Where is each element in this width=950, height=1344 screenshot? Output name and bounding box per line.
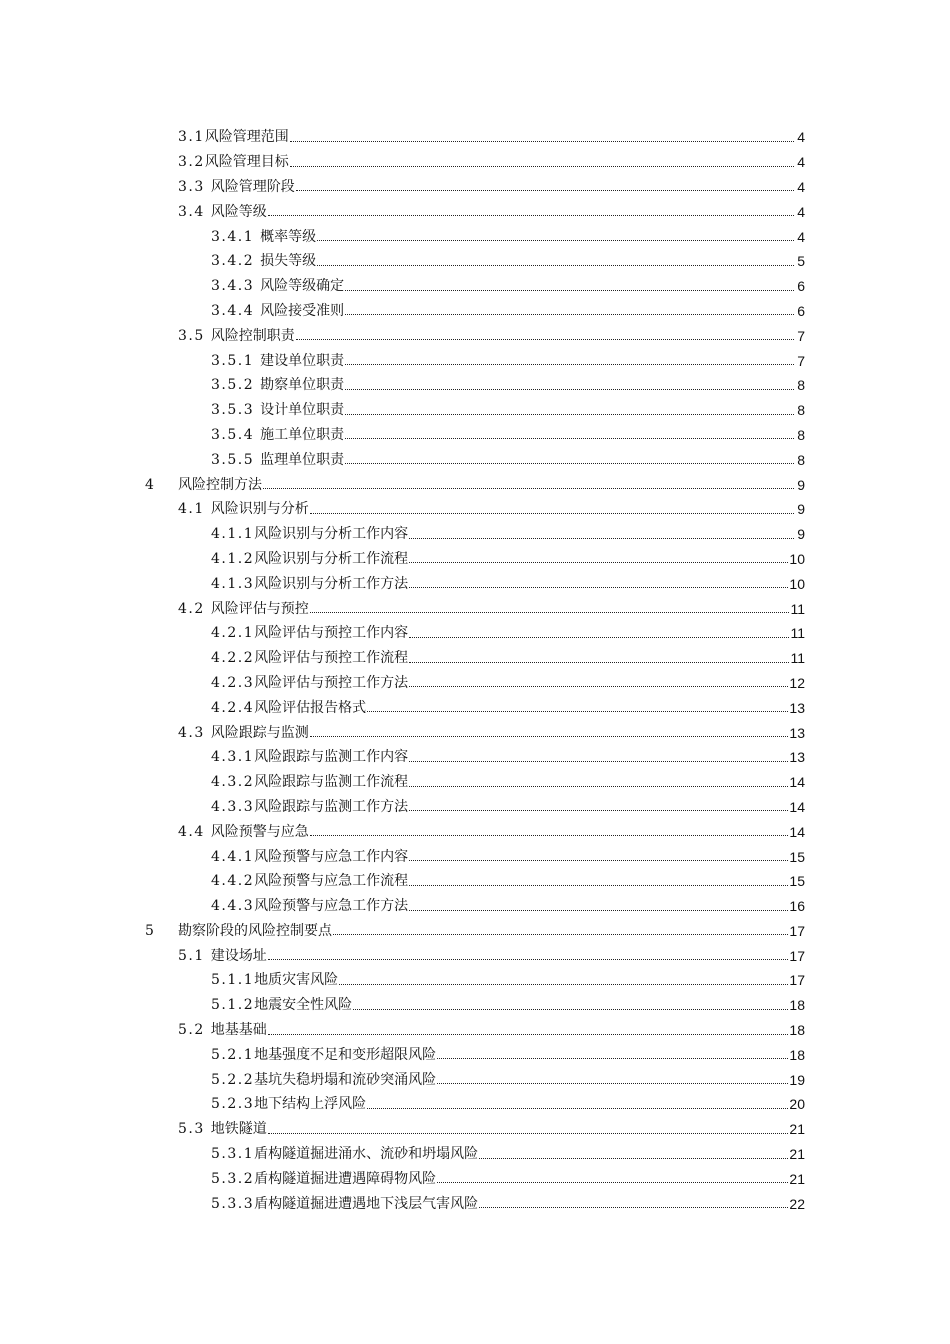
toc-entry-number: 3.5.2: [211, 377, 261, 394]
toc-entry-title: 地基基础: [210, 1022, 267, 1039]
toc-dot-leader: [409, 846, 788, 861]
toc-entry-title: 风险评估与预控工作流程: [254, 650, 409, 667]
toc-dot-leader: [263, 474, 794, 489]
toc-entry-page-number: 9: [797, 476, 805, 493]
toc-dot-leader: [345, 424, 794, 439]
toc-entry-number: 4.3.3: [211, 798, 255, 815]
toc-entry-title: 风险跟踪与监测工作内容: [254, 749, 409, 766]
toc-dot-leader: [310, 821, 789, 836]
toc-entry-title: 概率等级: [260, 228, 317, 245]
toc-entry-page-number: 4: [797, 228, 805, 245]
toc-dot-leader: [268, 201, 794, 216]
toc-dot-leader: [479, 1144, 788, 1159]
toc-dot-leader: [367, 697, 788, 712]
toc-dot-leader: [409, 772, 788, 787]
toc-entry[interactable]: [0, 1117, 950, 1142]
toc-entry-number: 3.4: [178, 203, 211, 220]
toc-dot-leader: [437, 1044, 788, 1059]
toc-dot-leader: [317, 251, 794, 266]
toc-entry-title: 勘察单位职责: [260, 377, 345, 394]
toc-entry-title: 设计单位职责: [260, 402, 345, 419]
toc-entry-page-number: 13: [789, 749, 805, 766]
toc-entry[interactable]: [0, 224, 950, 249]
toc-entry-title: 风险等级确定: [260, 278, 345, 295]
toc-entry[interactable]: [0, 299, 950, 324]
toc-entry-number: 4.3.1: [211, 749, 255, 766]
toc-entry-page-number: 11: [790, 625, 805, 642]
toc-entry-title: 损失等级: [260, 253, 317, 270]
toc-entry-page-number: 7: [797, 352, 805, 369]
toc-entry-number: 5.1.1: [211, 972, 255, 989]
toc-entry[interactable]: [0, 522, 950, 547]
toc-entry[interactable]: [0, 249, 950, 274]
toc-dot-leader: [310, 499, 794, 514]
toc-dot-leader: [345, 300, 794, 315]
toc-entry-number: 3.4.2: [211, 253, 261, 270]
toc-entry-title: 风险预警与应急工作方法: [254, 898, 409, 915]
toc-dot-leader: [479, 1193, 788, 1208]
toc-entry[interactable]: [0, 472, 950, 497]
toc-dot-leader: [409, 648, 789, 663]
toc-entry-number: 4.2.1: [211, 625, 255, 642]
toc-entry-number: 3.1: [178, 129, 205, 146]
toc-entry-title: 施工单位职责: [260, 426, 345, 443]
toc-entry-number: 5: [145, 922, 154, 939]
toc-dot-leader: [409, 672, 788, 687]
toc-dot-leader: [290, 127, 794, 142]
toc-entry-page-number: 14: [789, 823, 805, 840]
toc-entry[interactable]: [0, 745, 950, 770]
toc-entry-title: 地基强度不足和变形超限风险: [254, 1046, 437, 1063]
toc-entry-title: 地铁隧道: [210, 1121, 267, 1138]
toc-entry-page-number: 17: [789, 947, 805, 964]
toc-entry-number: 4.4.3: [211, 898, 255, 915]
toc-entry-page-number: 5: [797, 253, 805, 270]
toc-entry-number: 4.3: [178, 724, 211, 741]
toc-entry[interactable]: [0, 348, 950, 373]
toc-entry-page-number: 12: [789, 674, 805, 691]
toc-entry-number: 5.2.1: [211, 1046, 255, 1063]
toc-entry[interactable]: [0, 1166, 950, 1191]
toc-entry[interactable]: [0, 1042, 950, 1067]
toc-entry-page-number: 9: [797, 526, 805, 543]
toc-entry-page-number: 21: [789, 1170, 805, 1187]
toc-entry-number: 4.4.2: [211, 873, 255, 890]
toc-entry[interactable]: [0, 919, 950, 944]
toc-entry-number: 4.2: [178, 600, 211, 617]
toc-entry-title: 盾构隧道掘进涌水、流砂和坍塌风险: [254, 1146, 479, 1163]
toc-entry-title: 风险评估与预控工作方法: [254, 674, 409, 691]
toc-entry-title: 风险跟踪与监测: [210, 724, 309, 741]
toc-dot-leader: [345, 276, 794, 291]
toc-entry-page-number: 6: [797, 302, 805, 319]
toc-entry[interactable]: [0, 373, 950, 398]
toc-entry[interactable]: [0, 423, 950, 448]
toc-entry-page-number: 15: [789, 848, 805, 865]
toc-entry-number: 5.2.2: [211, 1071, 255, 1088]
toc-entry-page-number: 18: [789, 997, 805, 1014]
toc-entry-page-number: 4: [797, 203, 805, 220]
toc-entry-page-number: 22: [789, 1195, 805, 1212]
toc-entry[interactable]: [0, 993, 950, 1018]
toc-entry-page-number: 10: [789, 575, 805, 592]
toc-entry-page-number: 4: [797, 129, 805, 146]
toc-entry-number: 3.5.1: [211, 352, 261, 369]
toc-entry-page-number: 15: [789, 873, 805, 890]
toc-entry-page-number: 4: [797, 154, 805, 171]
toc-dot-leader: [339, 970, 788, 985]
toc-entry[interactable]: [0, 621, 950, 646]
toc-entry-title: 风险控制方法: [178, 476, 262, 493]
toc-entry[interactable]: [0, 497, 950, 522]
toc-entry-title: 风险识别与分析: [210, 501, 309, 518]
toc-entry[interactable]: [0, 1018, 950, 1043]
toc-dot-leader: [268, 1020, 789, 1035]
toc-entry-number: 4.2.3: [211, 674, 255, 691]
toc-dot-leader: [296, 325, 794, 340]
toc-entry-title: 风险识别与分析工作内容: [254, 526, 409, 543]
toc-entry-number: 3.5.5: [211, 451, 261, 468]
toc-entry-page-number: 14: [789, 798, 805, 815]
toc-dot-leader: [317, 226, 794, 241]
toc-dot-leader: [437, 1168, 788, 1183]
toc-entry-page-number: 21: [789, 1121, 805, 1138]
toc-dot-leader: [409, 871, 788, 886]
toc-entry[interactable]: [0, 844, 950, 869]
toc-entry-title: 地下结构上浮风险: [254, 1096, 367, 1113]
toc-entry-title: 风险等级: [210, 203, 267, 220]
toc-dot-leader: [345, 375, 794, 390]
toc-entry[interactable]: [0, 1191, 950, 1216]
toc-entry-number: 4.1: [178, 501, 211, 518]
toc-entry-page-number: 13: [789, 724, 805, 741]
toc-entry-page-number: 19: [789, 1071, 805, 1088]
toc-entry-title: 地质灾害风险: [254, 972, 339, 989]
toc-entry[interactable]: [0, 125, 950, 150]
toc-entry-number: 3.5.4: [211, 426, 261, 443]
toc-entry-page-number: 11: [790, 600, 805, 617]
toc-dot-leader: [409, 747, 788, 762]
toc-entry[interactable]: [0, 150, 950, 175]
toc-entry[interactable]: [0, 943, 950, 968]
toc-entry[interactable]: [0, 770, 950, 795]
toc-dot-leader: [345, 400, 794, 415]
toc-entry-title: 建设场址: [210, 947, 267, 964]
toc-entry-title: 风险管理目标: [204, 154, 289, 171]
toc-entry[interactable]: [0, 199, 950, 224]
toc-entry[interactable]: [0, 646, 950, 671]
toc-entry-title: 风险管理阶段: [210, 178, 295, 195]
toc-entry-number: 4.1.1: [211, 526, 255, 543]
toc-entry[interactable]: [0, 671, 950, 696]
toc-entry-page-number: 14: [789, 774, 805, 791]
toc-entry-title: 勘察阶段的风险控制要点: [178, 922, 332, 939]
toc-entry-number: 3.3: [178, 178, 211, 195]
toc-dot-leader: [409, 524, 794, 539]
toc-dot-leader: [268, 945, 789, 960]
toc-dot-leader: [409, 796, 788, 811]
toc-entry-page-number: 20: [789, 1096, 805, 1113]
toc-entry[interactable]: [0, 1067, 950, 1092]
toc-entry-title: 风险跟踪与监测工作方法: [254, 798, 409, 815]
toc-dot-leader: [290, 152, 794, 167]
toc-dot-leader: [296, 176, 794, 191]
toc-entry-number: 4.1.3: [211, 575, 255, 592]
toc-entry-number: 4.2.2: [211, 650, 255, 667]
toc-entry-page-number: 16: [789, 898, 805, 915]
toc-entry-page-number: 8: [797, 426, 805, 443]
toc-entry-number: 4.3.2: [211, 774, 255, 791]
toc-dot-leader: [437, 1069, 788, 1084]
toc-entry-title: 风险跟踪与监测工作流程: [254, 774, 409, 791]
toc-entry-title: 风险评估与预控: [210, 600, 309, 617]
toc-entry-title: 风险控制职责: [210, 327, 295, 344]
toc-entry[interactable]: [0, 1142, 950, 1167]
toc-entry-number: 3.4.1: [211, 228, 261, 245]
toc-entry-title: 风险接受准则: [260, 302, 345, 319]
toc-entry-number: 3.4.4: [211, 302, 261, 319]
toc-entry-title: 风险管理范围: [204, 129, 289, 146]
toc-entry-title: 盾构隧道掘进遭遇地下浅层气害风险: [254, 1195, 479, 1212]
toc-entry-page-number: 9: [797, 501, 805, 518]
toc-dot-leader: [409, 573, 788, 588]
toc-entry-number: 5.2: [178, 1022, 211, 1039]
toc-dot-leader: [268, 1119, 789, 1134]
toc-entry[interactable]: [0, 596, 950, 621]
toc-entry-number: 4.2.4: [211, 699, 255, 716]
toc-dot-leader: [310, 598, 790, 613]
table-of-contents: [0, 125, 950, 1216]
toc-entry-title: 监理单位职责: [260, 451, 345, 468]
toc-entry[interactable]: [0, 968, 950, 993]
toc-entry[interactable]: [0, 274, 950, 299]
toc-entry[interactable]: [0, 447, 950, 472]
toc-entry-number: 5.2.3: [211, 1096, 255, 1113]
toc-entry-number: 5.1.2: [211, 997, 255, 1014]
toc-entry-number: 5.1: [178, 947, 211, 964]
toc-entry-number: 5.3: [178, 1121, 211, 1138]
toc-dot-leader: [345, 350, 794, 365]
toc-dot-leader: [409, 623, 789, 638]
toc-entry-number: 4.1.2: [211, 550, 255, 567]
toc-entry-page-number: 13: [789, 699, 805, 716]
toc-entry-page-number: 21: [789, 1146, 805, 1163]
toc-entry-number: 4.4: [178, 823, 211, 840]
toc-entry-page-number: 8: [797, 402, 805, 419]
toc-entry[interactable]: [0, 175, 950, 200]
toc-entry-title: 基坑失稳坍塌和流砂突涌风险: [254, 1071, 437, 1088]
toc-entry-title: 建设单位职责: [260, 352, 345, 369]
toc-entry-page-number: 17: [789, 972, 805, 989]
toc-entry-title: 地震安全性风险: [254, 997, 353, 1014]
toc-entry[interactable]: [0, 571, 950, 596]
toc-entry-title: 风险识别与分析工作方法: [254, 575, 409, 592]
toc-entry[interactable]: [0, 795, 950, 820]
toc-entry-number: 5.3.1: [211, 1146, 255, 1163]
toc-entry-number: 3.4.3: [211, 278, 261, 295]
toc-dot-leader: [409, 548, 788, 563]
toc-dot-leader: [345, 449, 794, 464]
toc-entry-title: 风险预警与应急: [210, 823, 309, 840]
toc-dot-leader: [367, 1094, 788, 1109]
toc-entry[interactable]: [0, 894, 950, 919]
toc-entry-page-number: 18: [789, 1022, 805, 1039]
toc-entry-title: 风险评估与预控工作内容: [254, 625, 409, 642]
toc-entry[interactable]: [0, 547, 950, 572]
toc-entry[interactable]: [0, 819, 950, 844]
toc-entry-number: 3.5.3: [211, 402, 261, 419]
toc-entry-page-number: 8: [797, 377, 805, 394]
toc-entry-number: 3.5: [178, 327, 211, 344]
toc-entry-title: 盾构隧道掘进遭遇障碍物风险: [254, 1170, 437, 1187]
toc-entry[interactable]: [0, 323, 950, 348]
toc-entry-title: 风险识别与分析工作流程: [254, 550, 409, 567]
toc-dot-leader: [409, 896, 788, 911]
toc-entry-page-number: 7: [797, 327, 805, 344]
toc-entry-page-number: 4: [797, 178, 805, 195]
toc-entry-number: 4: [145, 476, 154, 493]
toc-dot-leader: [310, 722, 789, 737]
toc-entry-page-number: 17: [789, 922, 805, 939]
toc-entry-page-number: 18: [789, 1046, 805, 1063]
toc-entry-number: 5.3.2: [211, 1170, 255, 1187]
toc-entry-page-number: 11: [790, 650, 805, 667]
toc-dot-leader: [353, 995, 788, 1010]
toc-entry[interactable]: [0, 869, 950, 894]
toc-entry[interactable]: [0, 1092, 950, 1117]
toc-entry-title: 风险预警与应急工作流程: [254, 873, 409, 890]
toc-entry-title: 风险评估报告格式: [254, 699, 367, 716]
toc-entry-page-number: 10: [789, 550, 805, 567]
toc-entry-number: 4.4.1: [211, 848, 255, 865]
toc-entry-number: 5.3.3: [211, 1195, 255, 1212]
toc-entry-page-number: 6: [797, 278, 805, 295]
toc-entry-number: 3.2: [178, 154, 205, 171]
toc-entry-title: 风险预警与应急工作内容: [254, 848, 409, 865]
toc-entry[interactable]: [0, 695, 950, 720]
toc-entry[interactable]: [0, 398, 950, 423]
toc-entry[interactable]: [0, 720, 950, 745]
toc-entry-page-number: 8: [797, 451, 805, 468]
toc-dot-leader: [333, 920, 788, 935]
